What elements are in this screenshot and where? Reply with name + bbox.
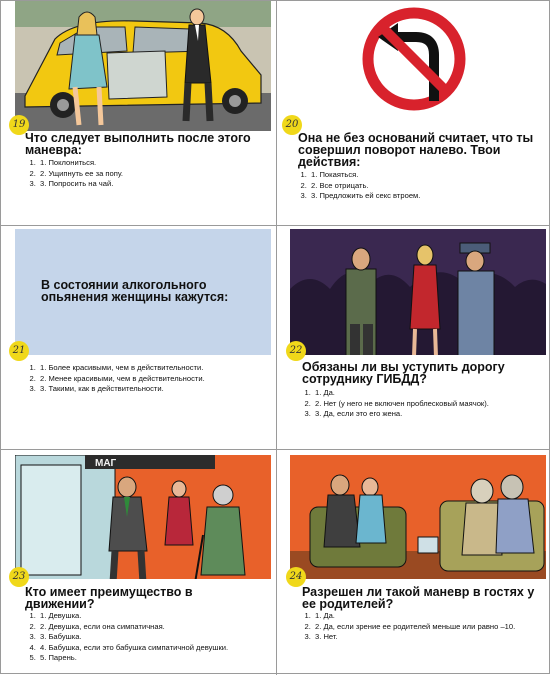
answer-option: 2. 2. Менее красивыми, чем в действительности. [38,374,293,385]
answer-option: 1. 1. Девушка. [38,611,293,622]
illustration-taxi-door [15,1,271,131]
answer-option: 3. 3. Попросить на чай. [38,179,293,190]
question-number-badge: 24 [286,567,306,587]
illustration-shop-door [15,455,271,579]
answer-option: 2. 2. Девушка, если она симпатичная. [38,622,293,633]
quiz-card-19 [1,1,276,225]
question-number-badge: 23 [9,567,29,587]
illustration-parents-sofa [290,455,546,579]
answer-option: 3. 3. Да, если это его жена. [313,409,550,420]
question-number-badge: 21 [9,341,29,361]
answer-list [276,611,550,643]
answer-option: 1. 1. Да. [313,388,550,399]
quiz-card-24 [276,449,550,673]
answer-option: 5. 5. Парень. [38,653,293,664]
answer-list [1,363,293,395]
answer-option: 1. 1. Поклониться. [38,158,293,169]
question-text: Она не без оснований считает, что ты совершил поворот налево. Твои действия: [298,131,534,169]
answer-option: 3. 3. Предложить ей секс втроем. [309,191,550,202]
answer-option: 3. 3. Бабушка. [38,632,293,643]
quiz-card-20 [276,1,550,225]
answer-option: 1. 1. Более красивыми, чем в действительности. [38,363,293,374]
question-text: Что следует выполнить после этого маневра: [25,131,251,157]
question-text: В состоянии алкогольного опьянения женщины кажутся: [41,278,229,304]
question-text: Разрешен ли такой маневр в гостях у ее родителей? [302,585,535,611]
illustration-police-night [290,229,546,355]
answer-list [276,170,550,202]
answer-option: 1. 1. Да. [313,611,550,622]
shop-sign: МАГ [95,458,117,469]
answer-list [1,158,293,190]
question-number-badge: 22 [286,341,306,361]
answer-option: 2. 2. Да, если зрение ее родителей меньше или равно –10. [313,622,550,633]
question-text: Обязаны ли вы уступить дорогу сотруднику ГИБДД? [302,360,505,386]
question-number-badge: 20 [282,115,302,135]
answer-list [1,611,293,664]
answer-option: 2. 2. Ущипнуть ее за попу. [38,169,293,180]
question-text: Кто имеет преимущество в движении? [25,585,193,611]
answer-option: 2. 2. Нет (у него не включен проблесковый маячок). [313,399,550,410]
answer-option: 2. 2. Все отрицать. [309,181,550,192]
quiz-card-22 [276,225,550,449]
answer-option: 3. 3. Нет. [313,632,550,643]
answer-option: 4. 4. Бабушка, если это бабушка симпатичной девушки. [38,643,293,654]
answer-list [276,388,550,420]
quiz-card-21 [1,225,276,449]
answer-option: 3. 3. Такими, как в действительности. [38,384,293,395]
question-number-badge: 19 [9,115,29,135]
quiz-card-23 [1,449,276,673]
illustration-no-left-turn-sign [286,1,542,131]
answer-option: 1. 1. Покаяться. [309,170,550,181]
